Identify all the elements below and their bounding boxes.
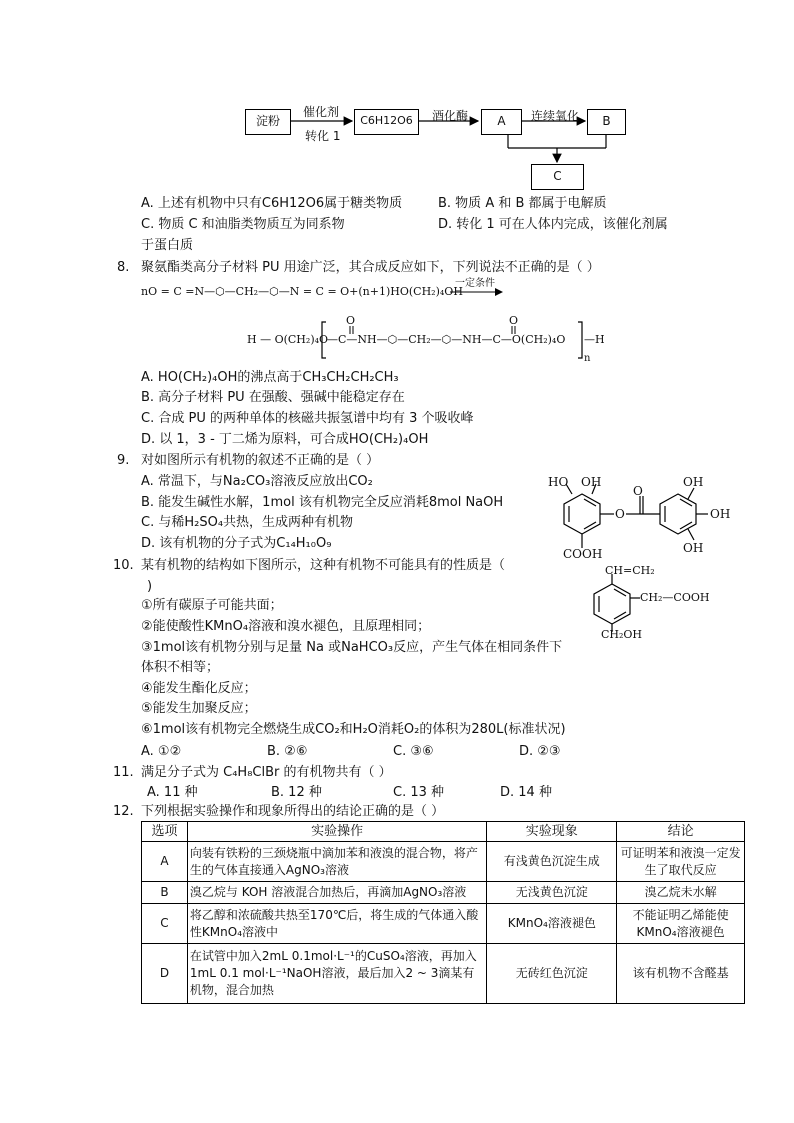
q9-oh2: OH <box>683 475 704 489</box>
q10-item-1: ①所有碳原子可能共面； <box>141 598 283 613</box>
header-operation: 实验操作 <box>187 822 486 842</box>
q9-oh1: OH <box>581 475 602 489</box>
row-operation: 溴乙烷与 KOH 溶液混合加热后，再滴加AgNO₃溶液 <box>187 882 486 904</box>
q10-item-6: ⑥1mol该有机物完全燃烧生成CO₂和H₂O消耗O₂的体积为280L(标准状况) <box>141 722 566 737</box>
q7-option-c: C. 物质 C 和油脂类物质互为同系物 <box>141 217 345 232</box>
row-operation: 在试管中加入2mL 0.1mol·L⁻¹的CuSO₄溶液，再加入1mL 0.1 mol·L⁻¹NaOH溶液，最后加入2 ~ 3滴某有机物，混合加热 <box>187 944 486 1004</box>
box-glucose: C6H12O6 <box>354 109 419 135</box>
q10-item-3: ③1mol该有机物分别与足量 Na 或NaHCO₃反应，产生气体在相同条件下 <box>141 640 563 655</box>
label-catalyst: 催化剂 <box>303 105 340 119</box>
q8-reaction: nO = C =N—⬡—CH₂—⬡—N = C = O+(n+1)HO(CH₂)₄OH <box>141 285 463 298</box>
q9-option-b: B. 能发生碱性水解，1mol 该有机物完全反应消耗8mol NaOH <box>141 495 504 510</box>
q10-item-3-cont: 体积不相等； <box>141 660 220 675</box>
q11-choice-b: B. 12 种 <box>271 785 322 800</box>
row-option: A <box>142 842 188 882</box>
q9-number: 9. <box>117 453 130 468</box>
q9-ho: HO <box>548 475 569 489</box>
header-option: 选项 <box>142 822 188 842</box>
header-phenomenon: 实验现象 <box>487 822 617 842</box>
q10-item-2: ②能使酸性KMnO₄溶液和溴水褪色，且原理相同； <box>141 619 431 634</box>
q8-o1: O <box>346 314 356 327</box>
row-phenomenon: KMnO₄溶液褪色 <box>487 904 617 944</box>
table-row <box>142 944 745 1004</box>
row-option: C <box>142 904 188 944</box>
q9-option-c: C. 与稀H₂SO₄共热，生成两种有机物 <box>141 515 354 530</box>
q7-option-a: A. 上述有机物中只有C6H12O6属于糖类物质 <box>141 196 403 211</box>
header-conclusion: 结论 <box>617 822 745 842</box>
q9-oh3: OH <box>710 507 731 521</box>
q8-option-b: B. 高分子材料 PU 在强酸、强碱中能稳定存在 <box>141 390 405 405</box>
q8-polymer-n: n <box>584 353 591 364</box>
row-operation: 将乙醇和浓硫酸共热至170℃后，将生成的气体通入酸性KMnO₄溶液中 <box>187 904 486 944</box>
q10-choice-a: A. ①② <box>141 744 182 759</box>
row-conclusion: 溴乙烷未水解 <box>617 882 745 904</box>
q9-stem: 对如图所示有机物的叙述不正确的是（ ） <box>141 453 380 468</box>
table-row <box>142 882 745 904</box>
q8-polymer-left: H — O(CH₂)₄O <box>247 333 329 346</box>
q10-structure-ring <box>594 574 640 632</box>
q9-o-bridge: O <box>615 507 625 521</box>
q11-choice-a: A. 11 种 <box>147 785 198 800</box>
row-operation: 向装有铁粉的三颈烧瓶中滴加苯和液溴的混合物，将产生的气体直接通入AgNO₃溶液 <box>187 842 486 882</box>
box-a: A <box>481 109 522 135</box>
q10-choice-d: D. ②③ <box>519 744 561 759</box>
q8-o2: O <box>509 314 519 327</box>
q10-stem-close: ) <box>147 579 153 594</box>
q10-vinyl: CH=CH₂ <box>605 564 655 577</box>
q10-choice-c: C. ③⑥ <box>393 744 434 759</box>
label-enzyme: 酒化酶 <box>432 109 469 123</box>
q8-polymer-right: —H <box>584 333 605 346</box>
q12-table <box>141 821 745 1004</box>
label-conversion-1: 转化 1 <box>305 129 341 143</box>
q8-option-d: D. 以 1，3 - 丁二烯为原料，可合成HO(CH₂)₄OH <box>141 432 429 447</box>
q9-o-carbonyl: O <box>633 484 643 498</box>
q10-acid: CH₂—COOH <box>640 591 710 604</box>
q8-option-a: A. HO(CH₂)₄OH的沸点高于CH₃CH₂CH₂CH₃ <box>141 370 399 385</box>
q8-polymer-mid: —C—NH—⬡—CH₂—⬡—NH—C—O(CH₂)₄O <box>327 333 566 346</box>
q9-option-a: A. 常温下，与Na₂CO₃溶液反应放出CO₂ <box>141 474 373 489</box>
q10-number: 10. <box>113 558 134 573</box>
row-option: B <box>142 882 188 904</box>
q10-item-4: ④能发生酯化反应； <box>141 681 257 696</box>
q10-alcohol: CH₂OH <box>601 628 643 641</box>
q11-stem: 满足分子式为 C₄H₈ClBr 的有机物共有（ ） <box>141 765 392 780</box>
q10-choice-b: B. ②⑥ <box>267 744 308 759</box>
q12-stem: 下列根据实验操作和现象所得出的结论正确的是（ ） <box>141 804 445 819</box>
row-conclusion: 不能证明乙烯能使KMnO₄溶液褪色 <box>617 904 745 944</box>
q8-option-c: C. 合成 PU 的两种单体的核磁共振氢谱中均有 3 个吸收峰 <box>141 411 474 426</box>
q11-number: 11. <box>113 765 134 780</box>
row-option: D <box>142 944 188 1004</box>
table-row <box>142 842 745 882</box>
row-phenomenon: 无砖红色沉淀 <box>487 944 617 1004</box>
row-phenomenon: 无浅黄色沉淀 <box>487 882 617 904</box>
row-conclusion: 该有机物不含醛基 <box>617 944 745 1004</box>
q9-cooh: COOH <box>563 547 603 561</box>
box-starch: 淀粉 <box>245 109 291 135</box>
q8-stem: 聚氨酯类高分子材料 PU 用途广泛，其合成反应如下，下列说法不正确的是（ ） <box>141 260 600 275</box>
box-b: B <box>587 109 626 135</box>
q7-option-d: D. 转化 1 可在人体内完成，该催化剂属 <box>438 217 668 232</box>
q11-choice-d: D. 14 种 <box>500 785 552 800</box>
q9-oh4: OH <box>683 541 704 555</box>
label-oxidation: 连续氧化 <box>531 109 580 123</box>
q9-option-d: D. 该有机物的分子式为C₁₄H₁₀O₉ <box>141 536 332 551</box>
q12-number: 12. <box>113 804 134 819</box>
q10-stem: 某有机物的结构如下图所示，这种有机物不可能具有的性质是（ <box>141 558 506 573</box>
q7-option-d-cont: 于蛋白质 <box>141 238 194 253</box>
q8-condition: 一定条件 <box>455 278 495 289</box>
q10-item-5: ⑤能发生加聚反应； <box>141 701 257 716</box>
q7-option-b: B. 物质 A 和 B 都属于电解质 <box>438 196 607 211</box>
table-header-row <box>142 822 745 842</box>
q8-number: 8. <box>117 260 130 275</box>
row-conclusion: 可证明苯和液溴一定发生了取代反应 <box>617 842 745 882</box>
box-c: C <box>531 164 584 190</box>
q11-choice-c: C. 13 种 <box>393 785 445 800</box>
row-phenomenon: 有浅黄色沉淀生成 <box>487 842 617 882</box>
table-row <box>142 904 745 944</box>
